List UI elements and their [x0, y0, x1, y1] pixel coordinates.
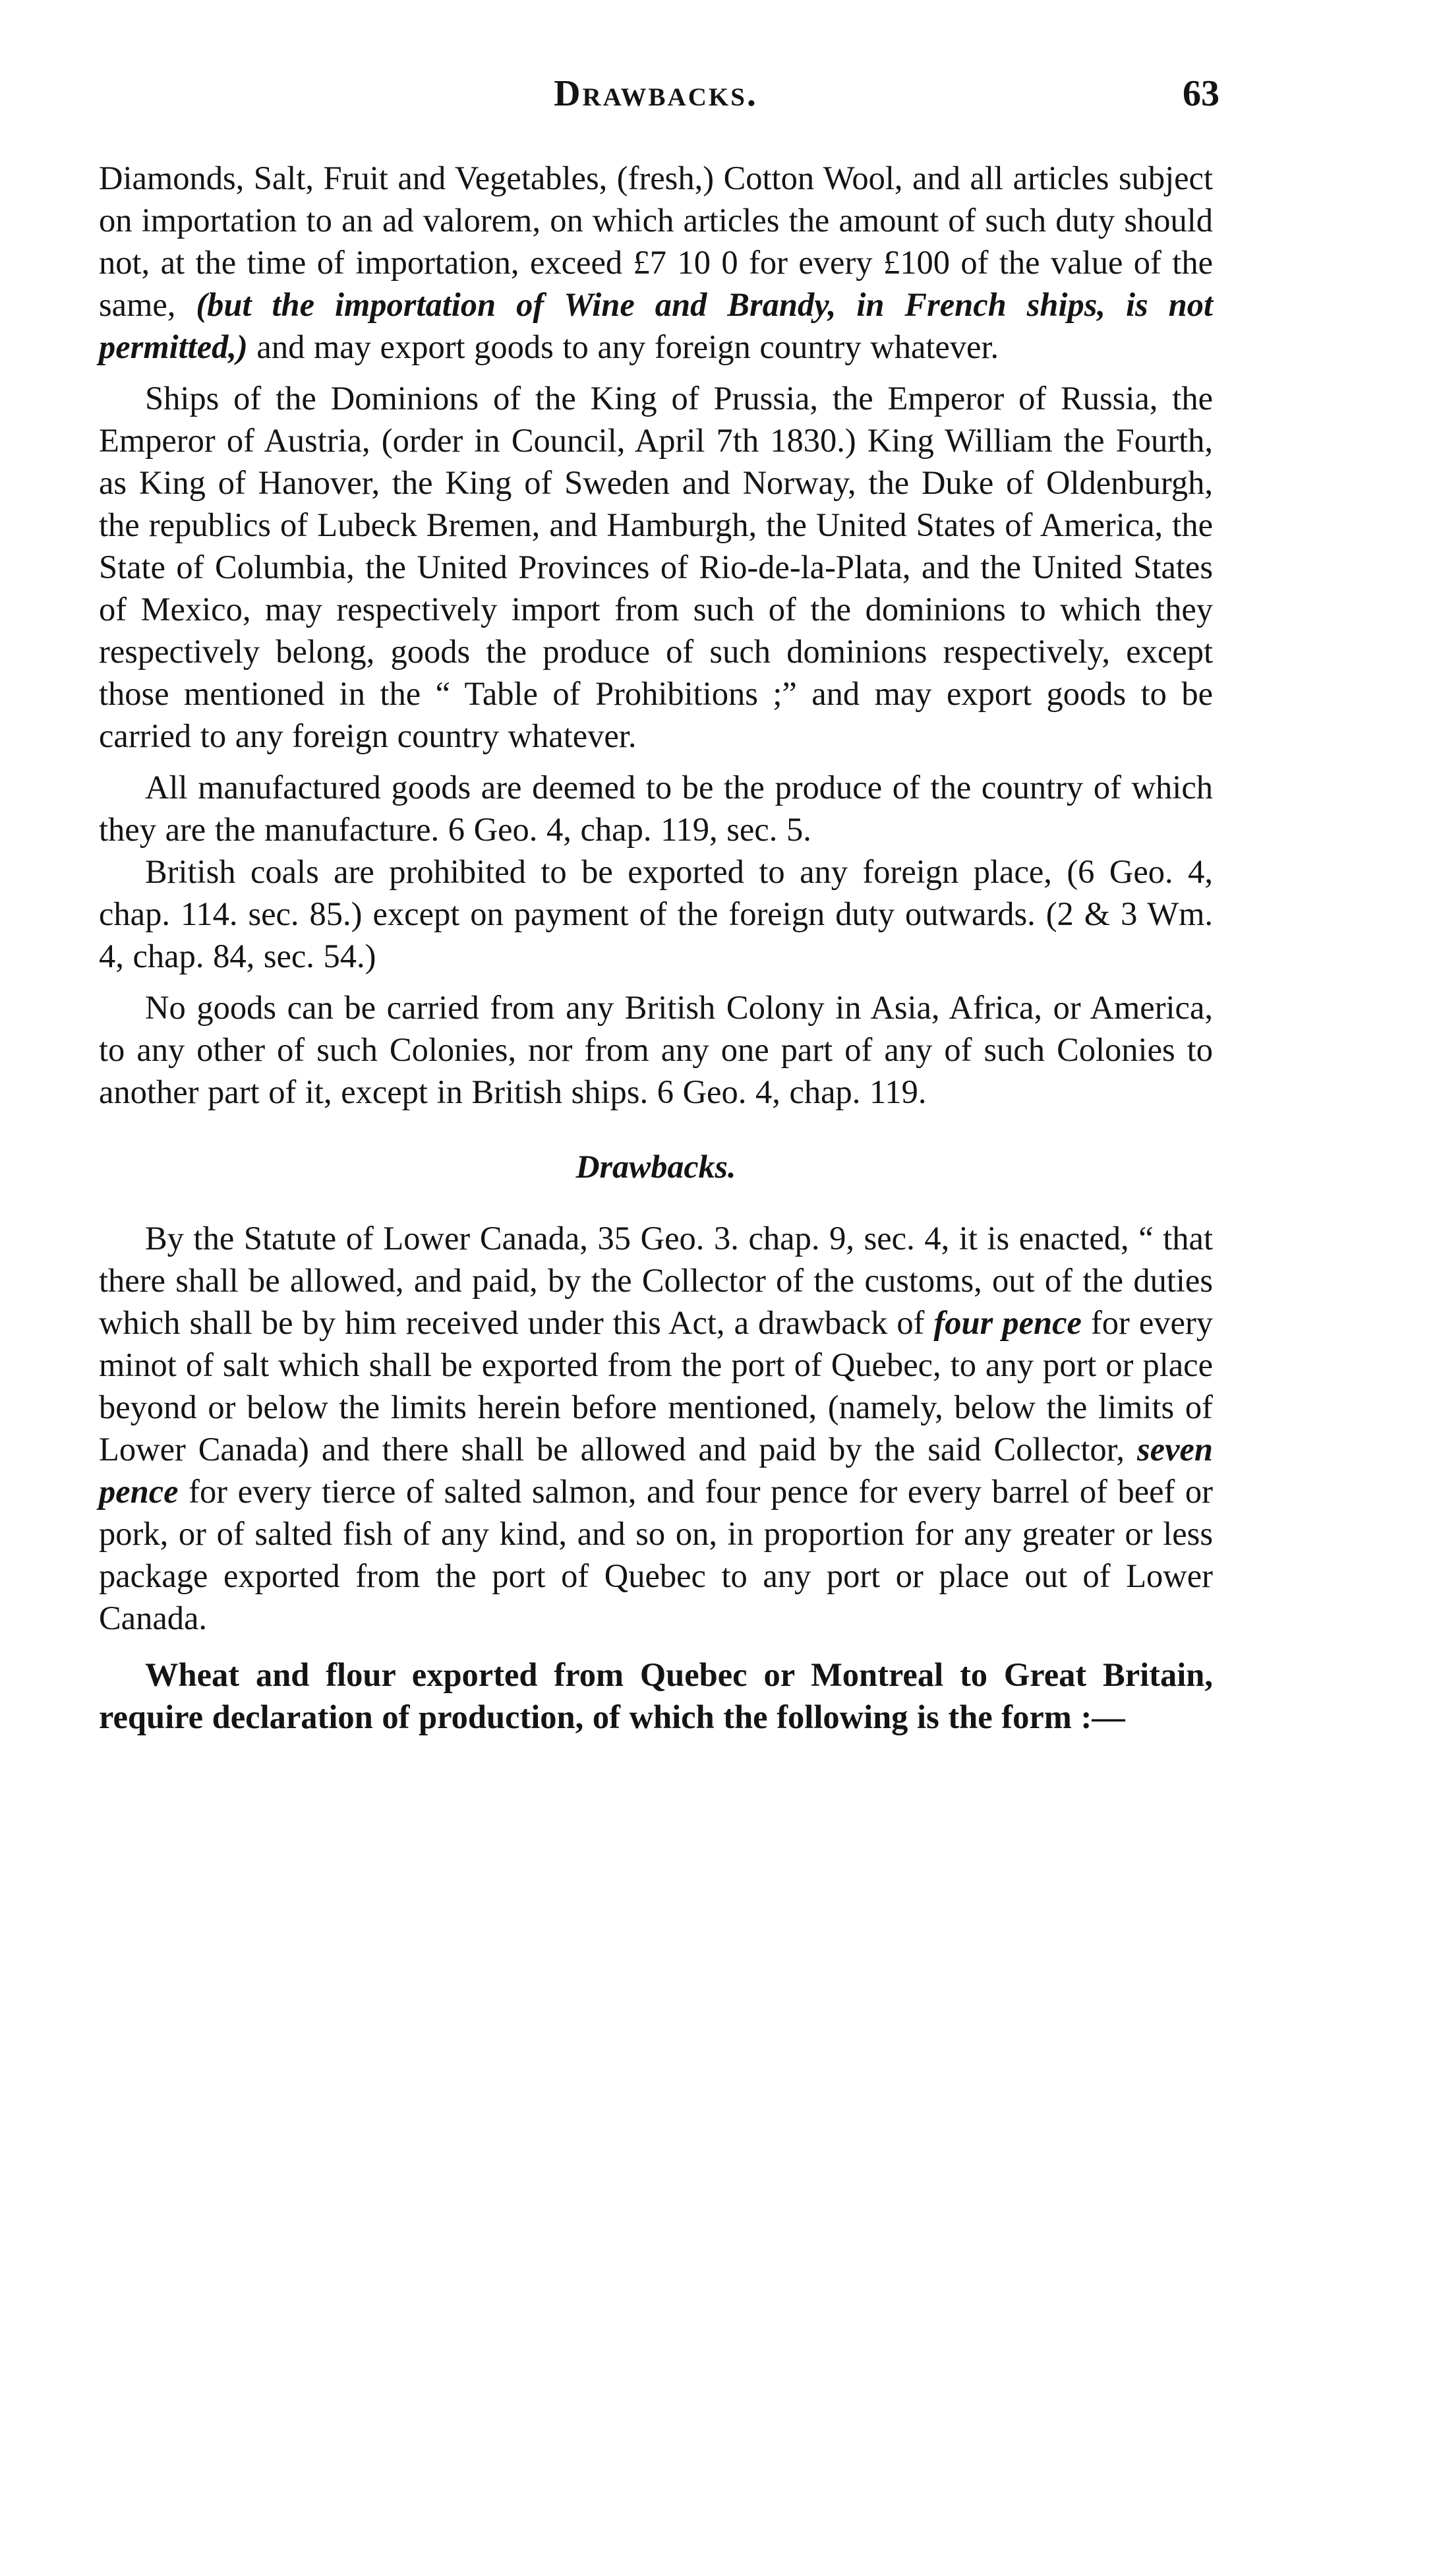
italic-four-pence: four pence: [933, 1304, 1082, 1341]
paragraph-colony-goods: No goods can be carried from any British Colony in Asia, Africa, or America, to any other of such Colonies, nor from any one part of any of such Colonies to another part of it, except in British ships. 6 Geo. 4, chap. 119.: [99, 989, 1213, 1110]
section-heading-drawbacks: Drawbacks.: [575, 1148, 736, 1185]
paragraph-ships-dominions: Ships of the Dominions of the King of Prussia, the Emperor of Russia, the Emperor of Austria, (order in Council, April 7th 1830.) King William the Fourth, as King of Hanover, the King of Sweden and Norway, the Duke of Oldenburgh, the republics of Lubeck Bremen, and Hamburgh, the United States of America, the State of Columbia, the United Provinces of Rio-de-la-Plata, and the United States of Mexico, may respectively import from such of the dominions to which they respectively belong, goods the produce of such dominions respectively, except those mentioned in the “ Table of Prohibitions ;” and may export goods to be carried to any foreign country whatever.: [99, 380, 1213, 754]
page-number: 63: [1183, 73, 1219, 114]
page-title: Drawbacks.: [554, 73, 758, 114]
italic-seven-pence: seven pence: [99, 1431, 1213, 1510]
book-page: [99, 73, 1219, 2512]
paragraph-statute-lower-canada: [99, 1217, 1213, 1639]
paragraph-continuation: [99, 157, 1213, 368]
italic-clause-wine-brandy: (but the importation of Wine and Brandy, in French ships, is not permitted,): [99, 286, 1213, 365]
paragraph-manufactured-goods: All manufactured goods are deemed to be the produce of the country of which they are the manufacture. 6 Geo. 4, chap. 119, sec. 5.: [99, 769, 1213, 848]
paragraph-text: and may export goods to any foreign country whatever.: [247, 328, 999, 365]
paragraph-text: By the Statute of Lower Canada, 35 Geo. 3. chap. 9, sec. 4, it is enacted, “ that there shall be allowed, and paid, by the Collector of the customs, out of the duties which shall be by him received under this Act, a drawback of: [99, 1220, 1213, 1341]
paragraph-text: for every tierce of salted salmon, and four pence for every barrel of beef or pork, or of salted fish of any kind, and so on, in proportion for any greater or less package exported from the port of Quebec to any port or place out of Lower Canada.: [99, 1473, 1213, 1636]
paragraph-british-coals: British coals are prohibited to be exported to any foreign place, (6 Geo. 4, chap. 114. sec. 85.) except on payment of the foreign duty outwards. (2 & 3 Wm. 4, chap. 84, sec. 54.): [99, 853, 1213, 974]
paragraph-text: Diamonds, Salt, Fruit and Vegetables, (fresh,) Cotton Wool, and all articles subject on importation to an ad valorem, on which articles the amount of such duty should not, at the time of importation, exceed £7 10 0 for every £100 of the value of the same,: [99, 160, 1213, 323]
paragraph-wheat-flour: Wheat and flour exported from Quebec or Montreal to Great Britain, require declaration of production, of which the following is the form :—: [99, 1656, 1213, 1735]
running-head: [99, 73, 1219, 132]
paragraph-text: for every minot of salt which shall be exported from the port of Quebec, to any port or place beyond or below the limits herein before mentioned, (namely, below the limits of Lower Canada) and there shall be allowed and paid by the said Collector,: [99, 1304, 1214, 1468]
